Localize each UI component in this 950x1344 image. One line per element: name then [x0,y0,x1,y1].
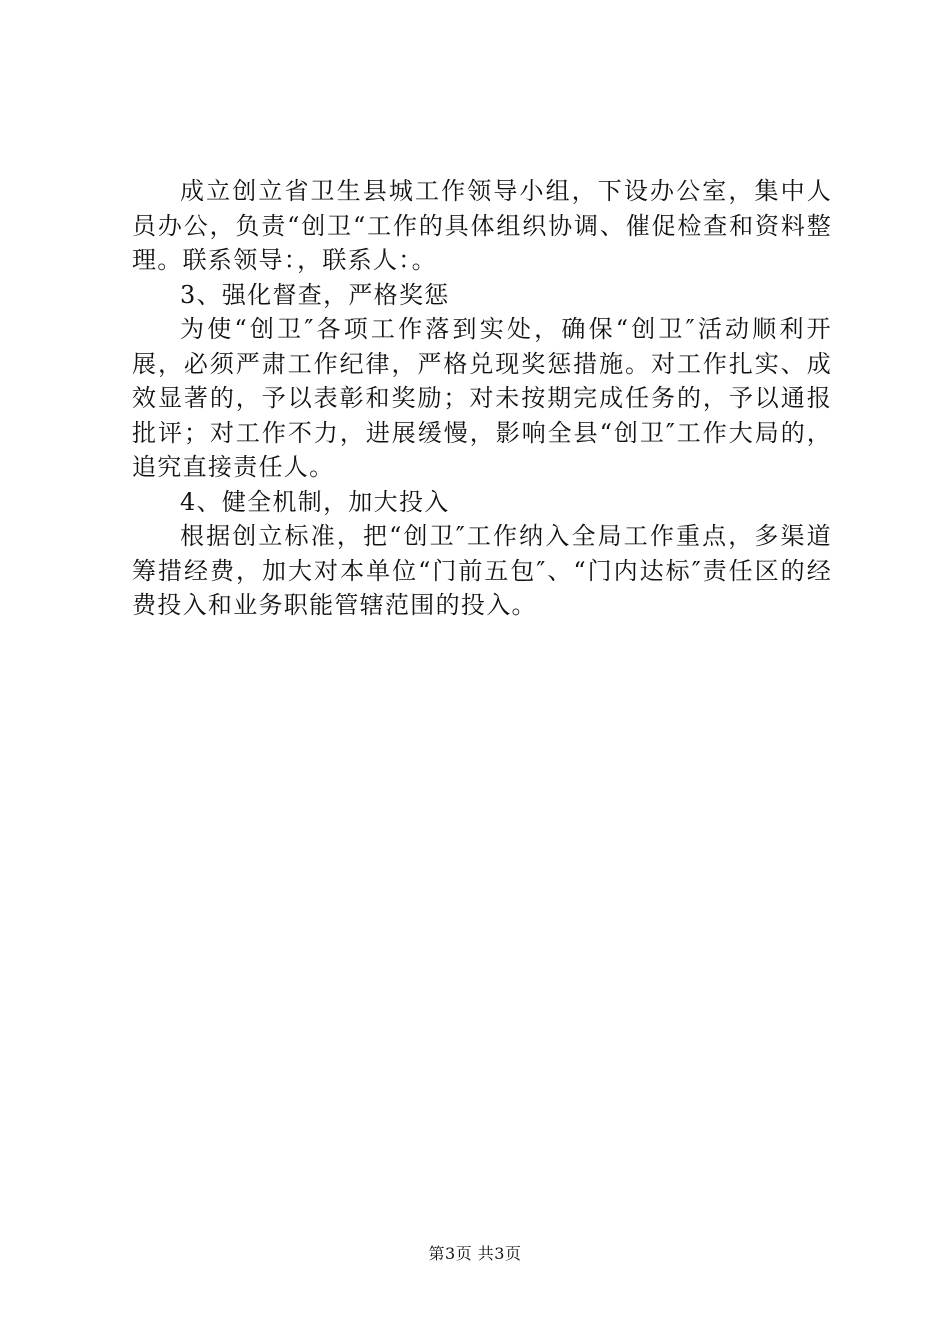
paragraph-supervision: 为使“创卫″各项工作落到实处，确保“创卫″活动顺利开展，必须严肃工作纪律，严格兑现奖惩措施。对工作扎实、成效显著的，予以表彰和奖励；对未按期完成任务的，予以通报批评；对工作不力，进展缓慢，影响全县“创卫″工作大局的，追究直接责任人。 [132,315,832,481]
page-number-footer: 第3页 共3页 [428,1244,522,1263]
paragraph-office-setup: 成立创立省卫生县城工作领导小组，下设办公室，集中人员办公，负责“创卫“工作的具体组织协调、催促检查和资料整理。联系领导：，联系人：。 [132,177,832,274]
section-heading-supervision: 3、强化督查，严格奖惩 [180,280,450,309]
document-body [132,174,832,623]
paragraph-investment: 根据创立标准，把“创卫″工作纳入全局工作重点，多渠道筹措经费，加大对本单位“门前五包″、“门内达标″责任区的经费投入和业务职能管辖范围的投入。 [132,522,832,619]
section-heading-investment: 4、健全机制，加大投入 [180,487,450,516]
